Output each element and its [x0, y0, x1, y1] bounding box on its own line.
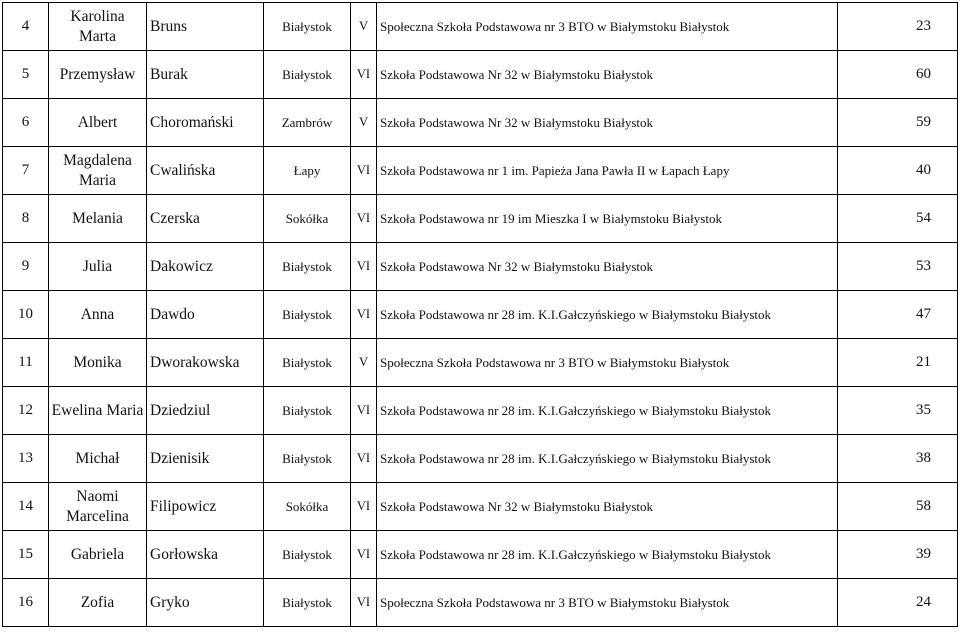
class-level: VI: [351, 147, 377, 195]
first-name: Karolina Marta: [49, 3, 147, 51]
points: 54: [838, 195, 958, 243]
first-name: Anna: [49, 291, 147, 339]
row-number: 4: [3, 3, 49, 51]
row-number: 14: [3, 483, 49, 531]
points: 39: [838, 531, 958, 579]
class-level: VI: [351, 387, 377, 435]
table-row: [3, 387, 958, 435]
last-name: Dworakowska: [147, 339, 264, 387]
row-number: 8: [3, 195, 49, 243]
row-number: 13: [3, 435, 49, 483]
row-number: 11: [3, 339, 49, 387]
school: Szkoła Podstawowa nr 28 im. K.I.Gałczyńskiego w Białymstoku Białystok: [377, 531, 838, 579]
school: Szkoła Podstawowa nr 1 im. Papieża Jana Pawła II w Łapach Łapy: [377, 147, 838, 195]
row-number: 10: [3, 291, 49, 339]
city: Białystok: [264, 3, 351, 51]
first-name: Zofia: [49, 579, 147, 627]
points: 21: [838, 339, 958, 387]
class-level: VI: [351, 291, 377, 339]
table-row: [3, 483, 958, 531]
city: Łapy: [264, 147, 351, 195]
table-row: [3, 291, 958, 339]
last-name: Dzienisik: [147, 435, 264, 483]
last-name: Czerska: [147, 195, 264, 243]
first-name: Julia: [49, 243, 147, 291]
first-name: Magdalena Maria: [49, 147, 147, 195]
school: Szkoła Podstawowa nr 19 im Mieszka I w Białymstoku Białystok: [377, 195, 838, 243]
school: Szkoła Podstawowa nr 28 im. K.I.Gałczyńskiego w Białymstoku Białystok: [377, 435, 838, 483]
class-level: VI: [351, 531, 377, 579]
class-level: VI: [351, 579, 377, 627]
last-name: Dakowicz: [147, 243, 264, 291]
row-number: 7: [3, 147, 49, 195]
points: 35: [838, 387, 958, 435]
city: Białystok: [264, 579, 351, 627]
first-name: Gabriela: [49, 531, 147, 579]
class-level: VI: [351, 195, 377, 243]
school: Szkoła Podstawowa Nr 32 w Białymstoku Białystok: [377, 243, 838, 291]
city: Sokółka: [264, 195, 351, 243]
first-name: Naomi Marcelina: [49, 483, 147, 531]
first-name: Przemysław: [49, 51, 147, 99]
points: 53: [838, 243, 958, 291]
city: Białystok: [264, 243, 351, 291]
class-level: VI: [351, 243, 377, 291]
school: Szkoła Podstawowa nr 28 im. K.I.Gałczyńskiego w Białymstoku Białystok: [377, 291, 838, 339]
row-number: 15: [3, 531, 49, 579]
first-name: Michał: [49, 435, 147, 483]
city: Sokółka: [264, 483, 351, 531]
results-table: [2, 2, 958, 627]
points: 23: [838, 3, 958, 51]
class-level: VI: [351, 435, 377, 483]
last-name: Burak: [147, 51, 264, 99]
points: 59: [838, 99, 958, 147]
table-row: [3, 195, 958, 243]
first-name: Monika: [49, 339, 147, 387]
city: Białystok: [264, 339, 351, 387]
class-level: V: [351, 3, 377, 51]
table-row: [3, 3, 958, 51]
points: 24: [838, 579, 958, 627]
table-row: [3, 531, 958, 579]
school: Szkoła Podstawowa Nr 32 w Białymstoku Białystok: [377, 51, 838, 99]
table-row: [3, 147, 958, 195]
points: 60: [838, 51, 958, 99]
city: Zambrów: [264, 99, 351, 147]
table-row: [3, 435, 958, 483]
last-name: Bruns: [147, 3, 264, 51]
first-name: Albert: [49, 99, 147, 147]
city: Białystok: [264, 387, 351, 435]
table-row: [3, 243, 958, 291]
points: 40: [838, 147, 958, 195]
last-name: Filipowicz: [147, 483, 264, 531]
last-name: Gorłowska: [147, 531, 264, 579]
last-name: Choromański: [147, 99, 264, 147]
points: 47: [838, 291, 958, 339]
city: Białystok: [264, 291, 351, 339]
row-number: 5: [3, 51, 49, 99]
results-table-body: [3, 3, 958, 627]
row-number: 9: [3, 243, 49, 291]
points: 58: [838, 483, 958, 531]
last-name: Dziedziul: [147, 387, 264, 435]
first-name: Ewelina Maria: [49, 387, 147, 435]
last-name: Cwalińska: [147, 147, 264, 195]
last-name: Gryko: [147, 579, 264, 627]
row-number: 6: [3, 99, 49, 147]
table-row: [3, 339, 958, 387]
table-row: [3, 99, 958, 147]
city: Białystok: [264, 531, 351, 579]
class-level: VI: [351, 51, 377, 99]
class-level: V: [351, 339, 377, 387]
last-name: Dawdo: [147, 291, 264, 339]
points: 38: [838, 435, 958, 483]
table-row: [3, 579, 958, 627]
school: Szkoła Podstawowa Nr 32 w Białymstoku Białystok: [377, 483, 838, 531]
table-row: [3, 51, 958, 99]
row-number: 12: [3, 387, 49, 435]
school: Społeczna Szkoła Podstawowa nr 3 BTO w Białymstoku Białystok: [377, 339, 838, 387]
first-name: Melania: [49, 195, 147, 243]
row-number: 16: [3, 579, 49, 627]
class-level: VI: [351, 483, 377, 531]
school: Społeczna Szkoła Podstawowa nr 3 BTO w Białymstoku Białystok: [377, 579, 838, 627]
city: Białystok: [264, 51, 351, 99]
school: Szkoła Podstawowa Nr 32 w Białymstoku Białystok: [377, 99, 838, 147]
school: Społeczna Szkoła Podstawowa nr 3 BTO w Białymstoku Białystok: [377, 3, 838, 51]
class-level: V: [351, 99, 377, 147]
city: Białystok: [264, 435, 351, 483]
school: Szkoła Podstawowa nr 28 im. K.I.Gałczyńskiego w Białymstoku Białystok: [377, 387, 838, 435]
